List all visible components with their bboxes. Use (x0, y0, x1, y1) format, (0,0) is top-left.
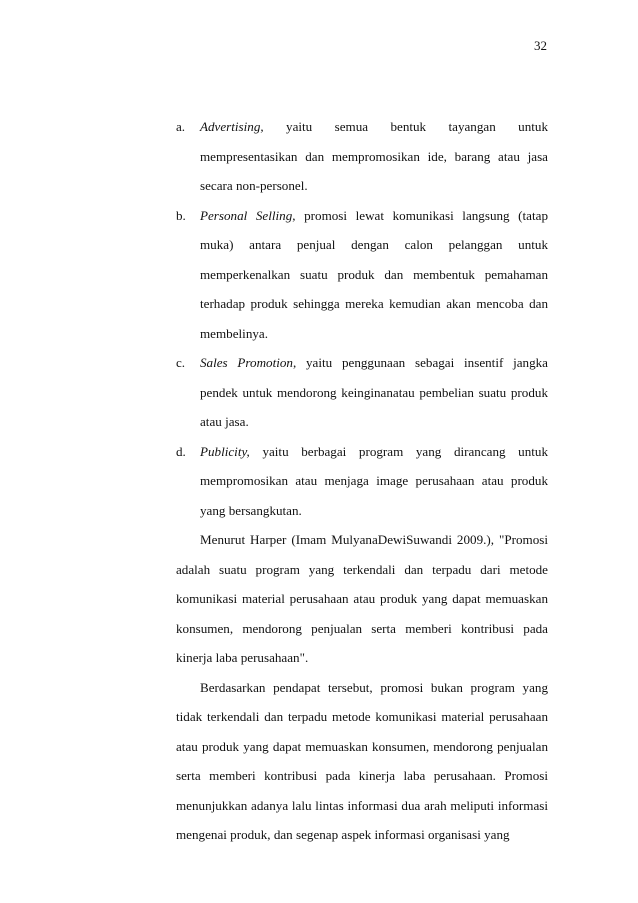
list-marker: a. (176, 119, 186, 134)
list-text: , yaitu penggunaan sebagai insentif jangka pendek untuk mendorong keinginanatau pembelian suatu produk atau jasa. (200, 355, 548, 429)
list-term: Sales Promotion (200, 355, 293, 370)
list-marker: d. (176, 443, 186, 459)
list-text: , promosi lewat komunikasi langsung (tatap muka) antara penjual dengan calon pelanggan untuk memperkenalkan suatu produk dan membentuk pemahaman terhadap produk sehingga mereka kemudian akan mencoba dan membelinya. (200, 207, 548, 341)
page-number: 32 (534, 38, 547, 53)
list-item-personal-selling (176, 201, 548, 349)
list-term: Publicity, (200, 443, 250, 459)
list-term: Advertising, (200, 119, 264, 134)
paragraph-harper-quote: Menurut Harper (Imam MulyanaDewiSuwandi 2009.), "Promosi adalah suatu program yang terkendali dan terpadu dari metode komunikasi material perusahaan atau produk yang dapat memuaskan konsumen, mendorong penjualan serta memberi kontribusi pada kinerja laba perusahaan". (176, 532, 548, 665)
paragraph-conclusion: Berdasarkan pendapat tersebut, promosi bukan program yang tidak terkendali dan terpadu metode komunikasi material perusahaan atau produk yang dapat memuaskan konsumen, mendorong penjualan serta memberi kontribusi pada kinerja laba perusahaan. Promosi menunjukkan adanya lalu lintas informasi dua arah meliputi informasi mengenai produk, dan segenap aspek informasi organisasi yang (176, 679, 548, 842)
list-marker: b. (176, 207, 186, 223)
document-body (176, 112, 548, 850)
list-marker: c. (176, 355, 186, 370)
list-item-advertising (176, 112, 548, 201)
list-term: Personal Selling (200, 207, 293, 223)
list-text: yaitu berbagai program yang dirancang untuk mempromosikan atau menjaga image perusahaan atau produk yang bersangkutan. (200, 443, 548, 518)
list-item-publicity (176, 437, 548, 526)
list-item-sales-promotion (176, 348, 548, 437)
list-text: yaitu semua bentuk tayangan untuk mempresentasikan dan mempromosikan ide, barang atau jasa secara non-personel. (200, 119, 548, 193)
